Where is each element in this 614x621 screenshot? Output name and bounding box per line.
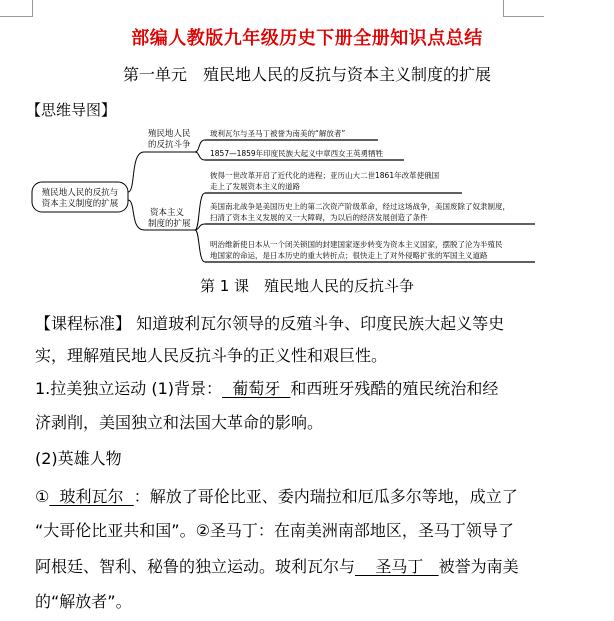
fill-blank-bolivar: 玻利瓦尔: [49, 487, 134, 506]
mindmap-connector-branch1: [128, 152, 144, 192]
bolivar-text: ：解放了哥伦比亚、委内瑞拉和厄瓜多尔等地，成立了: [133, 487, 518, 506]
unit-title: 第一单元 殖民地人民的反抗与资本主义制度的扩展: [122, 65, 491, 84]
background-label: 1.拉美独立运动 (1)背景：: [35, 379, 223, 398]
paragraph-liberators: [35, 555, 590, 579]
mindmap-leaf4-line2: 扫清了资本主义发展的又一大障碍，为以后的经济发展创造了条件: [210, 213, 428, 222]
mindmap-leaf4-line1: 美国南北战争是美国历史上的第二次资产阶级革命，经过这场战争，美国废除了奴隶制度，: [210, 202, 510, 211]
mindmap-leaf5-line1: 明治维新使日本从一个闭关锁国的封建国家逐步转变为资本主义国家，摆脱了沦为半殖民: [210, 240, 503, 249]
document-title: 部编人教版九年级历史下册全册知识点总结: [131, 28, 483, 49]
liberators-text: 阿根廷、智利、秘鲁的独立运动。玻利瓦尔与: [35, 557, 356, 576]
paragraph-background: [35, 377, 590, 401]
mindmap-label: 【思维导图】: [26, 101, 117, 119]
mindmap-leaf1: 玻利瓦尔与圣马丁被誉为南美的“解放者”: [210, 129, 346, 138]
mindmap-root-line2: 资本主义制度的扩展: [41, 199, 119, 209]
mindmap-leaf3-line2: 走上了发展资本主义的道路: [210, 182, 300, 191]
mindmap-branch1-line1: 殖民地人民: [148, 129, 191, 139]
fill-blank-portugal: 葡萄牙: [222, 379, 291, 398]
mindmap-branch2-line2: 制度的扩展: [148, 219, 191, 229]
paragraph-background-line2: 济剥削，美国独立和法国大革命的影响。: [35, 413, 324, 432]
mindmap-connector-leaf5: [195, 230, 205, 262]
mindmap-root-line1: 殖民地人民的反抗与: [41, 188, 119, 198]
lesson-title: 第 1 课 殖民地人民的反抗斗争: [199, 277, 415, 295]
paragraph-liberators-line2: 的“解放者”。: [35, 592, 132, 611]
mindmap-branch2-line1: 资本主义: [150, 208, 185, 218]
background-text: 和西班牙残酷的殖民统治和经: [290, 379, 499, 398]
course-standard-line2: 实，理解殖民地人民反抗斗争的正义性和艰巨性。: [35, 346, 388, 365]
paragraph-san-martin: “大哥伦比亚共和国”。②圣马丁：在南美洲南部地区，圣马丁领导了: [35, 521, 514, 540]
mindmap-leaf2: 1857—1859年印度民族大起义中章西女王英勇牺牲: [210, 149, 384, 158]
mindmap-leaf5-line2: 地国家的命运，是日本历史的重大转折点；很快走上了对外侵略扩张的军国主义道路: [210, 251, 488, 260]
heroes-heading: (2)英雄人物: [35, 449, 122, 468]
mindmap-connector-leaf1: [195, 140, 205, 152]
liberators-text-end: 被誉为南美: [438, 557, 519, 576]
mindmap-connector-leaf2: [195, 152, 205, 160]
mindmap-leaf3-line1: 彼得一世改革开启了近代化的进程；亚历山大二世1861年改革使俄国: [210, 171, 440, 180]
mindmap-connector-branch2: [128, 200, 144, 230]
fill-blank-san-martin: 圣马丁: [355, 557, 439, 576]
bolivar-marker: ①: [35, 487, 50, 506]
course-standard-line1: 【课程标准】 知道玻利瓦尔领导的反殖斗争、印度民族大起义等史: [35, 314, 505, 333]
paragraph-bolivar: [35, 485, 590, 509]
mindmap-branch1-line2: 的反抗斗争: [148, 140, 191, 150]
